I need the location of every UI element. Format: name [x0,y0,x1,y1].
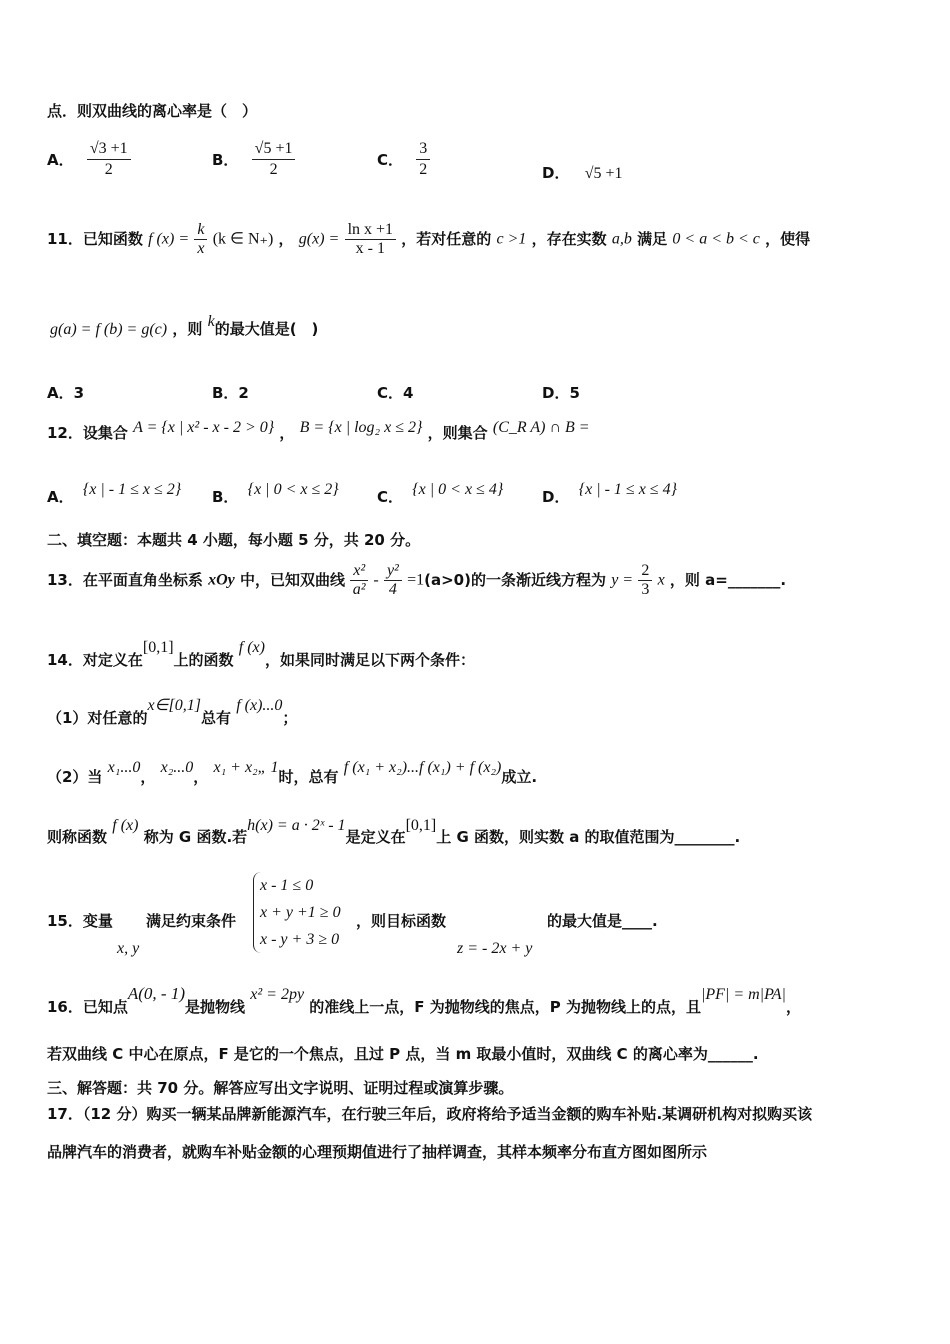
q11-line1: 11．已知函数 f (x) = $\frac{k}{x}$ (k ∈ N₊) ， g(x) = $\frac{\text{ln x +1}}{x - 1}$ ，若对任意的 c >1 ，存在实数 a,b 满足 0 < a < b < c ，使得 [47,221,811,257]
q11-option-d: D．5 [542,384,580,402]
q10-option-a: A． $\frac{√3 +1}{2}$ [47,140,131,179]
q16-line1: 16．已知点A(0, - 1)是抛物线 x² = 2py 的准线上一点，F 为抛物线的焦点，P 为抛物线上的点，且|PF| = m|PA|， [47,984,801,1016]
q10-option-c: C． $\frac{3}{2}$ [377,140,430,179]
q15-t1: 15．变量 [47,912,113,930]
q14-condition2: （2）当 x₁...0， x₂...0， x₁ + x₂„ 1时，总有 f (x₁ + x₂)...f (x₁) + f (x₂)成立. [47,759,538,786]
q15-constraint-system: x - 1 ≤ 0 x + y +1 ≥ 0 x - y + 3 ≥ 0 [253,872,341,953]
q12-line: 12．设集合 A = {x | x² - x - 2 > 0} ， B = {x | log₂ x ≤ 2} ，则集合 (C_R A) ∩ B = [47,419,590,442]
q13-line: 13．在平面直角坐标系 xOy 中，已知双曲线 $\frac{\text{x²}}{\text{a²}}$ - $\frac{\text{y²}}{4}$ =1(a>0)的一条渐近线方程为 y = $\frac{2}{3}$ x ，则 a=_______. [47,562,787,598]
q14-line1: 14．对定义在[0,1]上的函数 f (x)，如果同时满足以下两个条件： [47,639,475,669]
q14-line4: 则称函数 f (x) 称为 G 函数.若h(x) = a · 2ˣ - 1是定义在[0,1]上 G 函数，则实数 a 的取值范围为________. [47,817,741,846]
q15-t2: 满足约束条件 [146,912,237,930]
q14-condition1: （1）对任意的x∈[0,1]总有 f (x)...0； [47,697,298,727]
q15-vars: x, y [117,940,140,957]
q12-option-a: A． {x | - 1 ≤ x ≤ 2} [47,481,182,506]
q15-t3: ，则目标函数 [356,912,447,930]
q11-option-b: B．2 [212,384,249,402]
q17-line1: 17．（12 分）购买一辆某品牌新能源汽车，在行驶三年后，政府将给予适当金额的购车补贴.某调研机构对拟购买该 [47,1105,813,1123]
q17-line2: 品牌汽车的消费者，就购车补贴金额的心理预期值进行了抽样调查，其样本频率分布直方图如图所示 [47,1143,708,1161]
q12-option-b: B． {x | 0 < x ≤ 2} [212,481,339,506]
q15-objective: z = - 2x + y [457,940,533,957]
q11-option-a: A．3 [47,384,85,402]
q10-tail: 点．则双曲线的离心率是（ ） [47,102,258,120]
section2-heading: 二、填空题：本题共 4 小题，每小题 5 分，共 20 分。 [47,531,421,549]
q10-option-d: D． √5 +1 [542,164,623,182]
section3-heading: 三、解答题：共 70 分。解答应写出文字说明、证明过程或演算步骤。 [47,1079,514,1097]
q12-option-c: C． {x | 0 < x ≤ 4} [377,481,504,506]
q16-line2: 若双曲线 C 中心在原点，F 是它的一个焦点，且过 P 点，当 m 取最小值时，双曲线 C 的离心率为______. [47,1045,759,1063]
q11-line2: g(a) = f (b) = g(c) ，则 k的最大值是( ) [50,313,319,338]
q15-t4: 的最大值是____. [547,912,658,930]
q10-option-b: B． $\frac{√5 +1}{2}$ [212,140,295,179]
q11-option-c: C．4 [377,384,414,402]
q12-option-d: D． {x | - 1 ≤ x ≤ 4} [542,481,677,506]
